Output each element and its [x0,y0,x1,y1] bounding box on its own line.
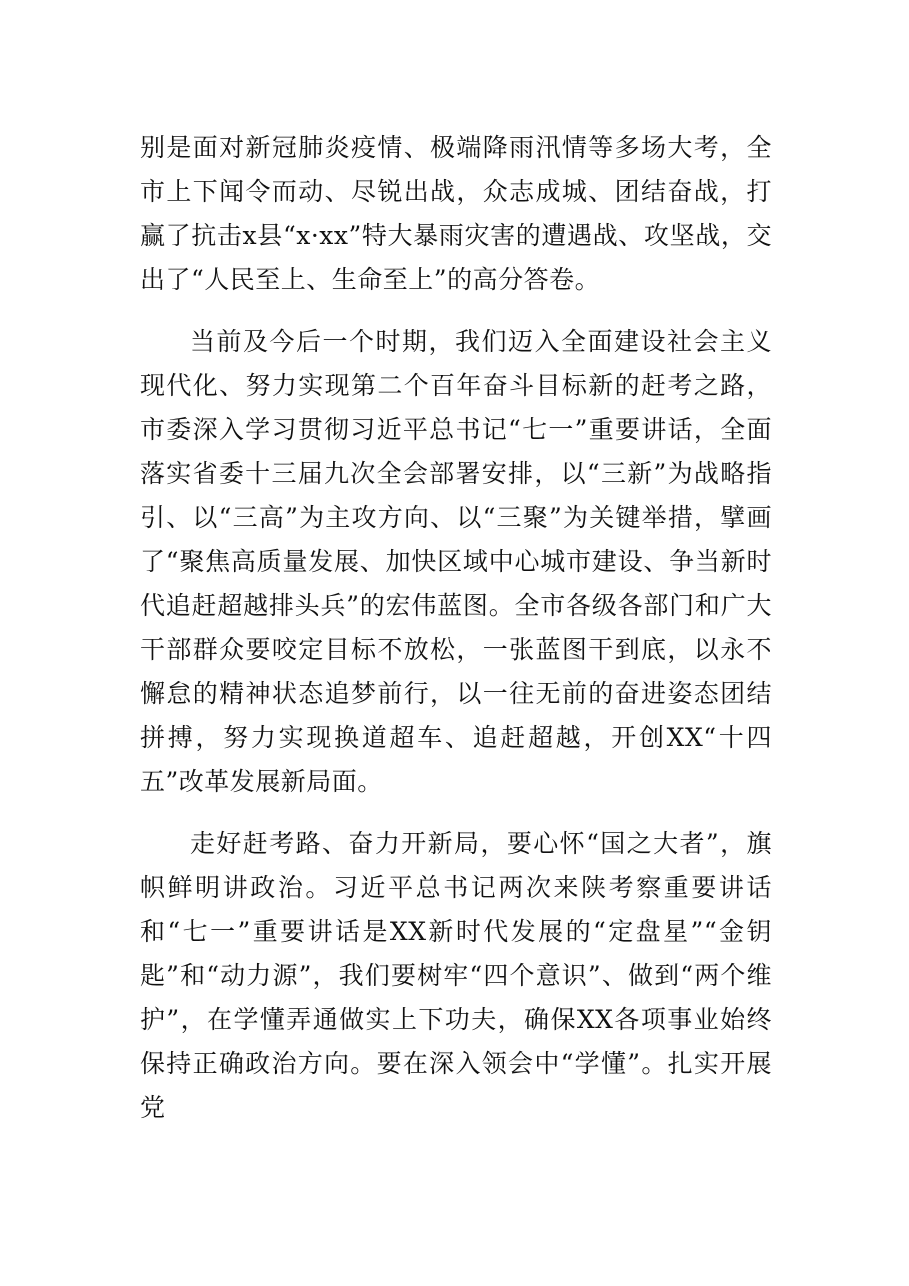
paragraph-1: 别是面对新冠肺炎疫情、极端降雨汛情等多场大考，全市上下闻令而动、尽锐出战，众志成城、团结奋战，打赢了抗击x县“x·xx”特大暴雨灾害的遭遇战、攻坚战，交出了“人民至上、生命至上”的高分答卷。 [140,133,772,294]
paragraph-2: 当前及今后一个时期，我们迈入全面建设社会主义现代化、努力实现第二个百年奋斗目标新的赶考之路，市委深入学习贯彻习近平总书记“七一”重要讲话，全面落实省委十三届九次全会部署安排，以“三新”为战略指引、以“三高”为主攻方向、以“三聚”为关键举措，擘画了“聚焦高质量发展、加快区域中心城市建设、争当新时代追赶超越排头兵”的宏伟蓝图。全市各级各部门和广大干部群众要咬定目标不放松，一张蓝图干到底，以永不懈怠的精神状态追梦前行，以一往无前的奋进姿态团结拼搏，努力实现换道超车、追赶超越，开创XX“十四五”改革发展新局面。 [140,327,772,796]
document-body [140,126,772,1146]
paragraph-3: 走好赶考路、奋力开新局，要心怀“国之大者”，旗帜鲜明讲政治。习近平总书记两次来陕考察重要讲话和“七一”重要讲话是XX新时代发展的“定盘星”“金钥匙”和“动力源”，我们要树牢“四个意识”、做到“两个维护”，在学懂弄通做实上下功夫，确保XX各项事业始终保持正确政治方向。要在深入领会中“学懂”。扎实开展党 [140,829,772,1122]
